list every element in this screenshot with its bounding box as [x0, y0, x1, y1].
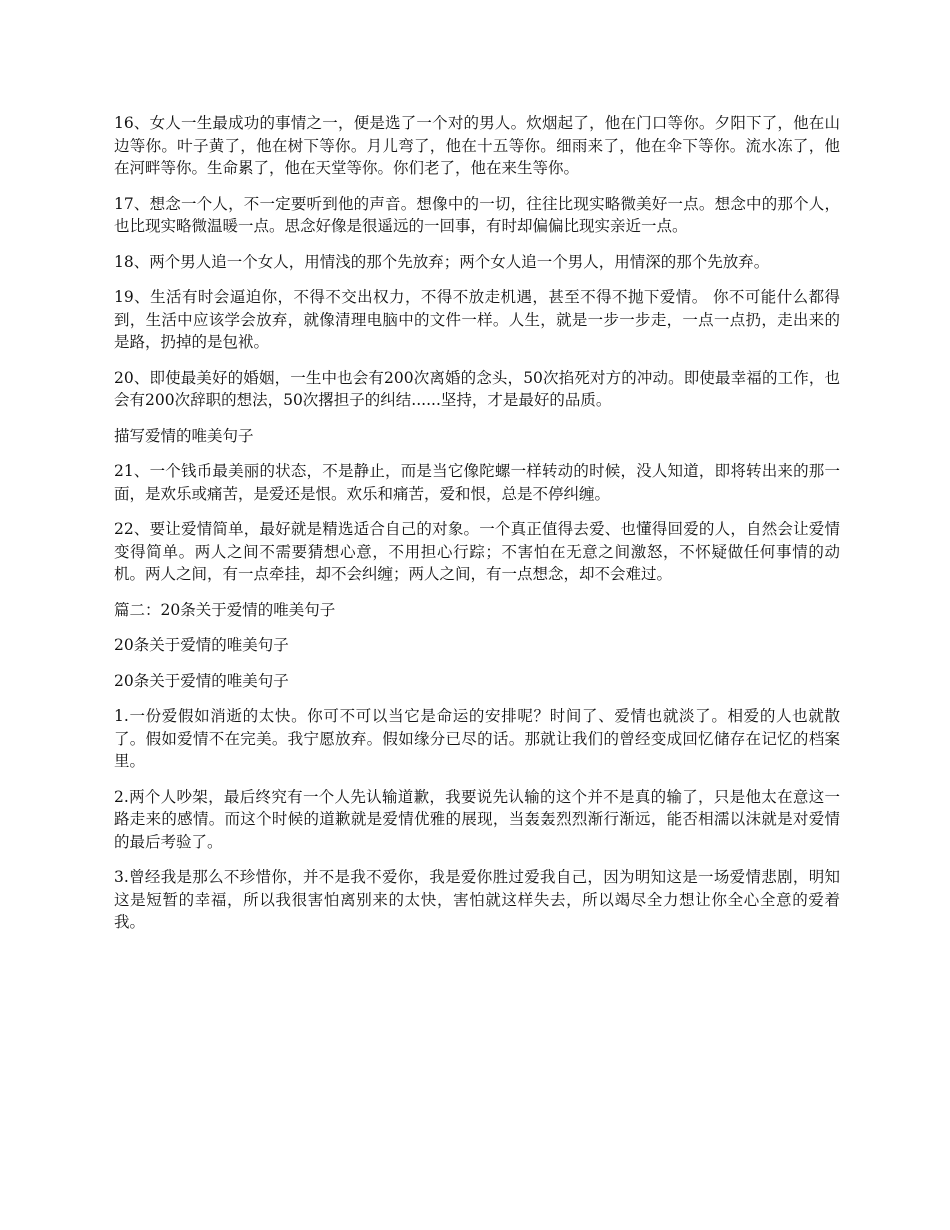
- paragraph-19: 19、生活有时会逼迫你，不得不交出权力，不得不放走机遇，甚至不得不抛下爱情。 你不可能什么都得到，生活中应该学会放弃，就像清理电脑中的文件一样。人生，就是一步一步走，一点一点扔，走出来的是路，扔掉的是包袱。: [114, 288, 840, 351]
- paragraph-16: 16、女人一生最成功的事情之一，便是选了一个对的男人。炊烟起了，他在门口等你。夕阳下了，他在山边等你。叶子黄了，他在树下等你。月儿弯了，他在十五等你。细雨来了，他在伞下等你。流水冻了，他在河畔等你。生命累了，他在天堂等你。你们老了，他在来生等你。: [114, 114, 840, 177]
- paragraph-21: 21、一个钱币最美丽的状态，不是静止，而是当它像陀螺一样转动的时候，没人知道，即将转出来的那一面，是欢乐或痛苦，是爱还是恨。欢乐和痛苦，爱和恨，总是不停纠缠。: [114, 462, 840, 503]
- paragraph-20: 20、即使最美好的婚姻，一生中也会有200次离婚的念头，50次掐死对方的冲动。即使最幸福的工作，也会有200次辞职的想法，50次撂担子的纠结......坚持，才是最好的品质。: [114, 368, 840, 409]
- title-line-repeat: 20条关于爱情的唯美句子: [114, 671, 289, 690]
- title-line: 20条关于爱情的唯美句子: [114, 636, 289, 654]
- document-body: [114, 112, 840, 947]
- section-heading: 描写爱情的唯美句子: [114, 426, 254, 445]
- paragraph-18: 18、两个男人追一个女人，用情浅的那个先放弃；两个女人追一个男人，用情深的那个先放弃。: [114, 252, 770, 271]
- paragraph-22: 22、要让爱情简单，最好就是精选适合自己的对象。一个真正值得去爱、也懂得回爱的人，自然会让爱情变得简单。两人之间不需要猜想心意，不用担心行踪；不害怕在无意之间激怒，不怀疑做任何事情的动机。两人之间，有一点牵挂，却不会纠缠；两人之间，有一点想念，却不会难过。: [114, 520, 840, 583]
- item-3: 3.曾经我是那么不珍惜你，并不是我不爱你，我是爱你胜过爱我自己，因为明知这是一场爱情悲剧，明知这是短暂的幸福，所以我很害怕离别来的太快，害怕就这样失去，所以竭尽全力想让你全心全意的爱着我。: [114, 868, 840, 931]
- item-2: 2.两个人吵架，最后终究有一个人先认输道歉，我要说先认输的这个并不是真的输了，只是他太在意这一路走来的感情。而这个时候的道歉就是爱情优雅的展现，当轰轰烈烈渐行渐远，能否相濡以沫就是对爱情的最后考验了。: [114, 787, 840, 851]
- item-1: 1.一份爱假如消逝的太快。你可不可以当它是命运的安排呢？时间了、爱情也就淡了。相爱的人也就散了。假如爱情不在完美。我宁愿放弃。假如缘分已尽的话。那就让我们的曾经变成回忆储存在记忆的档案里。: [114, 707, 840, 770]
- paragraph-17: 17、想念一个人，不一定要听到他的声音。想像中的一切，往往比现实略微美好一点。想念中的那个人，也比现实略微温暖一点。思念好像是很遥远的一回事，有时却偏偏比现实亲近一点。: [114, 194, 840, 235]
- chapter-heading: 篇二：20条关于爱情的唯美句子: [114, 600, 336, 619]
